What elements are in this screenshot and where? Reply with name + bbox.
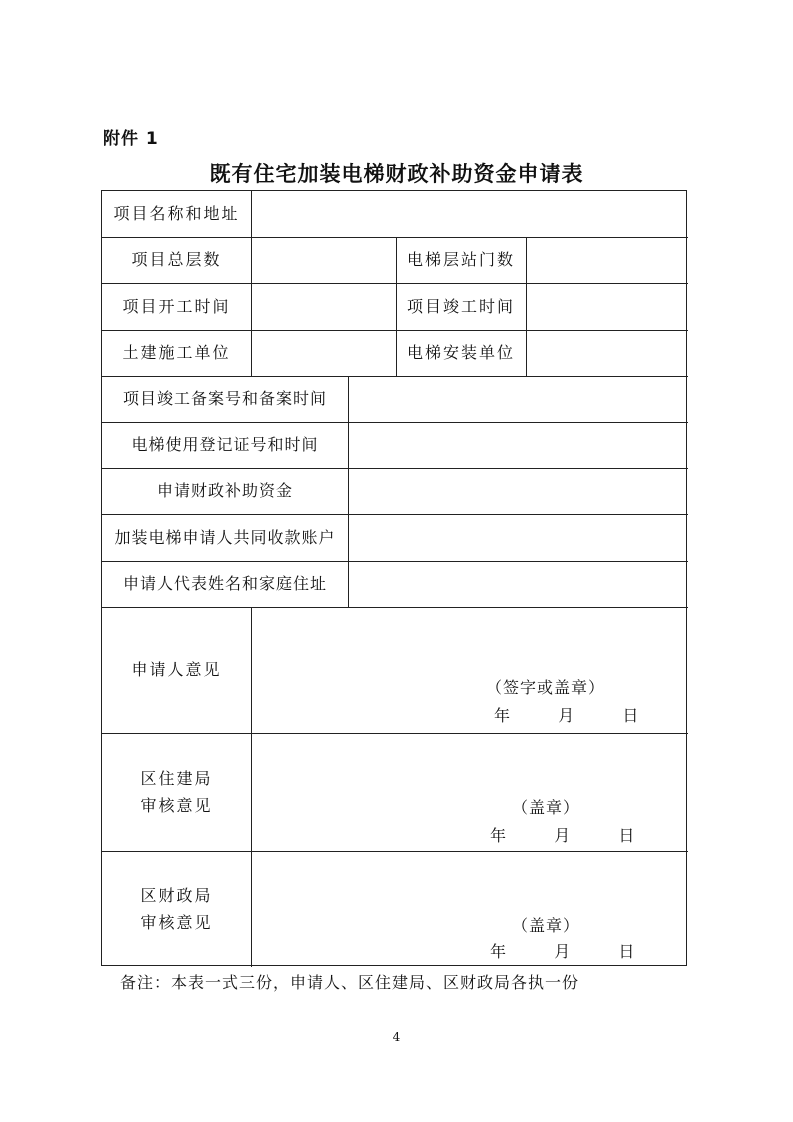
label-install-unit: 电梯安装单位 [406,343,515,363]
housing-review-label: 审核意见 [140,796,213,815]
housing-seal-note: （盖章） [512,798,581,817]
date-month: 月 [554,942,571,961]
finance-seal-note: （盖章） [512,916,581,935]
footer-note: 备注：本表一式三份，申请人、区住建局、区财政局各执一份 [120,973,580,992]
label-representative: 申请人代表姓名和家庭住址 [122,574,327,594]
label-record-no: 项目竣工备案号和备案时间 [122,389,327,409]
finance-bureau-label: 区财政局 [140,885,213,905]
attachment-label: 附件 1 [103,129,159,149]
label-housing-opinion [102,733,251,851]
label-applicant-opinion: 申请人意见 [131,660,222,680]
date-year: 年 [494,706,511,725]
date-month: 月 [554,826,571,845]
label-finance-opinion [102,851,251,967]
page-number: 4 [392,1030,401,1044]
field-total-floors[interactable] [251,237,396,283]
label-start-time: 项目开工时间 [122,296,231,316]
date-year: 年 [490,942,507,961]
application-form-table [101,190,687,966]
label-project-name: 项目名称和地址 [113,204,240,224]
housing-date-line [490,823,634,846]
form-title: 既有住宅加装电梯财政补助资金申请表 [209,161,584,186]
date-day: 日 [618,826,635,845]
date-day: 日 [622,706,639,725]
label-total-floors: 项目总层数 [131,250,222,270]
label-registration-no: 电梯使用登记证号和时间 [131,435,319,455]
applicant-date-line [494,703,638,726]
applicant-signature-note: （签字或盖章） [486,678,606,697]
label-elevator-stops: 电梯层站门数 [406,250,515,270]
housing-bureau-label: 区住建局 [140,768,213,788]
label-subsidy: 申请财政补助资金 [156,481,293,501]
date-month: 月 [558,706,575,725]
finance-date-line [490,939,634,962]
label-account: 加装电梯申请人共同收款账户 [114,527,336,547]
date-day: 日 [618,942,635,961]
label-civil-unit: 土建施工单位 [122,343,231,363]
label-completion-time: 项目竣工时间 [406,296,515,316]
date-year: 年 [490,826,507,845]
finance-review-label: 审核意见 [140,913,213,932]
